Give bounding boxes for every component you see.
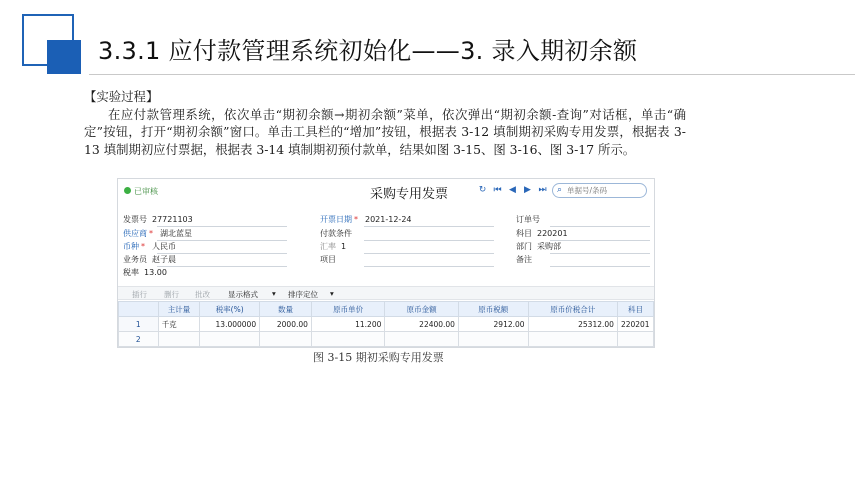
figure-caption: 图 3-15 期初采购专用发票 bbox=[313, 351, 444, 364]
column-header: 原币价税合计 bbox=[528, 302, 617, 317]
sort-locate-button[interactable]: 排序定位 bbox=[288, 290, 318, 299]
field-invoice-no[interactable]: 发票号 27721103 bbox=[123, 214, 193, 226]
batch-change-button[interactable]: 批改 bbox=[195, 290, 210, 299]
column-header: 税率(%) bbox=[200, 302, 260, 317]
field-department[interactable]: 部门 采购部 bbox=[516, 241, 561, 253]
first-icon[interactable]: ⏮ bbox=[493, 185, 502, 195]
delete-row-button[interactable]: 删行 bbox=[164, 290, 179, 299]
column-header: 主计量 bbox=[158, 302, 200, 317]
row-index: 1 bbox=[119, 317, 159, 332]
cell-unit[interactable]: 千克 bbox=[158, 317, 200, 332]
cell-quantity[interactable]: 2000.00 bbox=[260, 317, 312, 332]
window-header bbox=[118, 179, 654, 203]
title-divider bbox=[89, 74, 855, 75]
prev-icon[interactable]: ◀ bbox=[509, 185, 516, 195]
field-project[interactable]: 项目 bbox=[320, 254, 341, 266]
field-supplier[interactable]: 供应商 * 湖北蓝星 bbox=[123, 228, 192, 240]
field-salesperson[interactable]: 业务员 赵子晨 bbox=[123, 254, 176, 266]
purchase-invoice-window bbox=[117, 178, 655, 348]
cell-amount[interactable] bbox=[385, 332, 459, 347]
table-row[interactable] bbox=[119, 332, 654, 347]
cell-amount[interactable]: 22400.00 bbox=[385, 317, 459, 332]
invoice-lines-table bbox=[118, 301, 654, 347]
insert-row-button[interactable]: 插行 bbox=[132, 290, 147, 299]
column-header: 数量 bbox=[260, 302, 312, 317]
status-label: 已审核 bbox=[134, 187, 158, 196]
field-payment-terms[interactable]: 付款条件 bbox=[320, 228, 357, 240]
field-account[interactable]: 科目 220201 bbox=[516, 228, 568, 240]
status-dot-icon bbox=[124, 187, 131, 194]
document-search[interactable] bbox=[552, 183, 647, 198]
column-header: 科目 bbox=[617, 302, 653, 317]
display-format-button[interactable]: 显示格式 bbox=[228, 290, 258, 299]
field-currency[interactable]: 币种 * 人民币 bbox=[123, 241, 176, 253]
column-header: 原币金额 bbox=[385, 302, 459, 317]
cell-unit[interactable] bbox=[158, 332, 200, 347]
cell-tax-rate[interactable] bbox=[200, 332, 260, 347]
form-title: 采购专用发票 bbox=[370, 187, 449, 202]
cell-unit-price[interactable] bbox=[311, 332, 384, 347]
table-row[interactable] bbox=[119, 317, 654, 332]
cell-tax-amount[interactable]: 2912.00 bbox=[458, 317, 528, 332]
cell-quantity[interactable] bbox=[260, 332, 312, 347]
field-invoice-date[interactable]: 开票日期 * 2021-12-24 bbox=[320, 214, 412, 226]
field-order-no[interactable]: 订单号 bbox=[516, 214, 545, 226]
field-remark[interactable]: 备注 bbox=[516, 254, 537, 266]
field-exchange-rate[interactable]: 汇率 1 bbox=[320, 241, 346, 253]
slide-title: 3.3.1 应付款管理系统初始化——3. 录入期初余额 bbox=[98, 37, 638, 65]
column-header: 原币税额 bbox=[458, 302, 528, 317]
last-icon[interactable]: ⏭ bbox=[538, 185, 547, 195]
field-tax-rate[interactable]: 税率 13.00 bbox=[123, 268, 167, 277]
cell-total[interactable] bbox=[528, 332, 617, 347]
cell-total[interactable]: 25312.00 bbox=[528, 317, 617, 332]
section-heading: 【实验过程】 bbox=[84, 89, 159, 104]
invoice-header-fields bbox=[118, 206, 655, 286]
cell-tax-amount[interactable] bbox=[458, 332, 528, 347]
next-icon[interactable]: ▶ bbox=[524, 185, 531, 195]
chevron-down-icon[interactable]: ▾ bbox=[330, 289, 334, 298]
refresh-icon[interactable]: ↻ bbox=[478, 185, 487, 195]
record-navigation bbox=[478, 185, 547, 195]
column-header: 原币单价 bbox=[311, 302, 384, 317]
column-header bbox=[119, 302, 159, 317]
cell-account[interactable]: 220201 bbox=[617, 317, 653, 332]
cell-unit-price[interactable]: 11.200 bbox=[311, 317, 384, 332]
decorative-square-filled bbox=[47, 40, 81, 74]
table-header-row bbox=[119, 302, 654, 317]
cell-tax-rate[interactable]: 13.000000 bbox=[200, 317, 260, 332]
chevron-down-icon[interactable]: ▾ bbox=[272, 289, 276, 298]
search-input[interactable] bbox=[567, 185, 643, 196]
line-toolbar bbox=[118, 286, 655, 300]
row-index: 2 bbox=[119, 332, 159, 347]
search-icon: ⌕ bbox=[557, 185, 563, 195]
cell-account[interactable] bbox=[617, 332, 653, 347]
instruction-paragraph: 在应付款管理系统，依次单击“期初余额→期初余额”菜单，依次弹出“期初余额-查询”对话框，单击“确定”按钮，打开“期初余额”窗口。单击工具栏的“增加”按钮，根据表 3-12 填制期初采购专用发票，根据表 3-13 填制期初应付票据，根据表 3-14 填制期初预付款单，结果如图 3-15、图 3-16、图 3-17 所示。 bbox=[84, 106, 686, 157]
